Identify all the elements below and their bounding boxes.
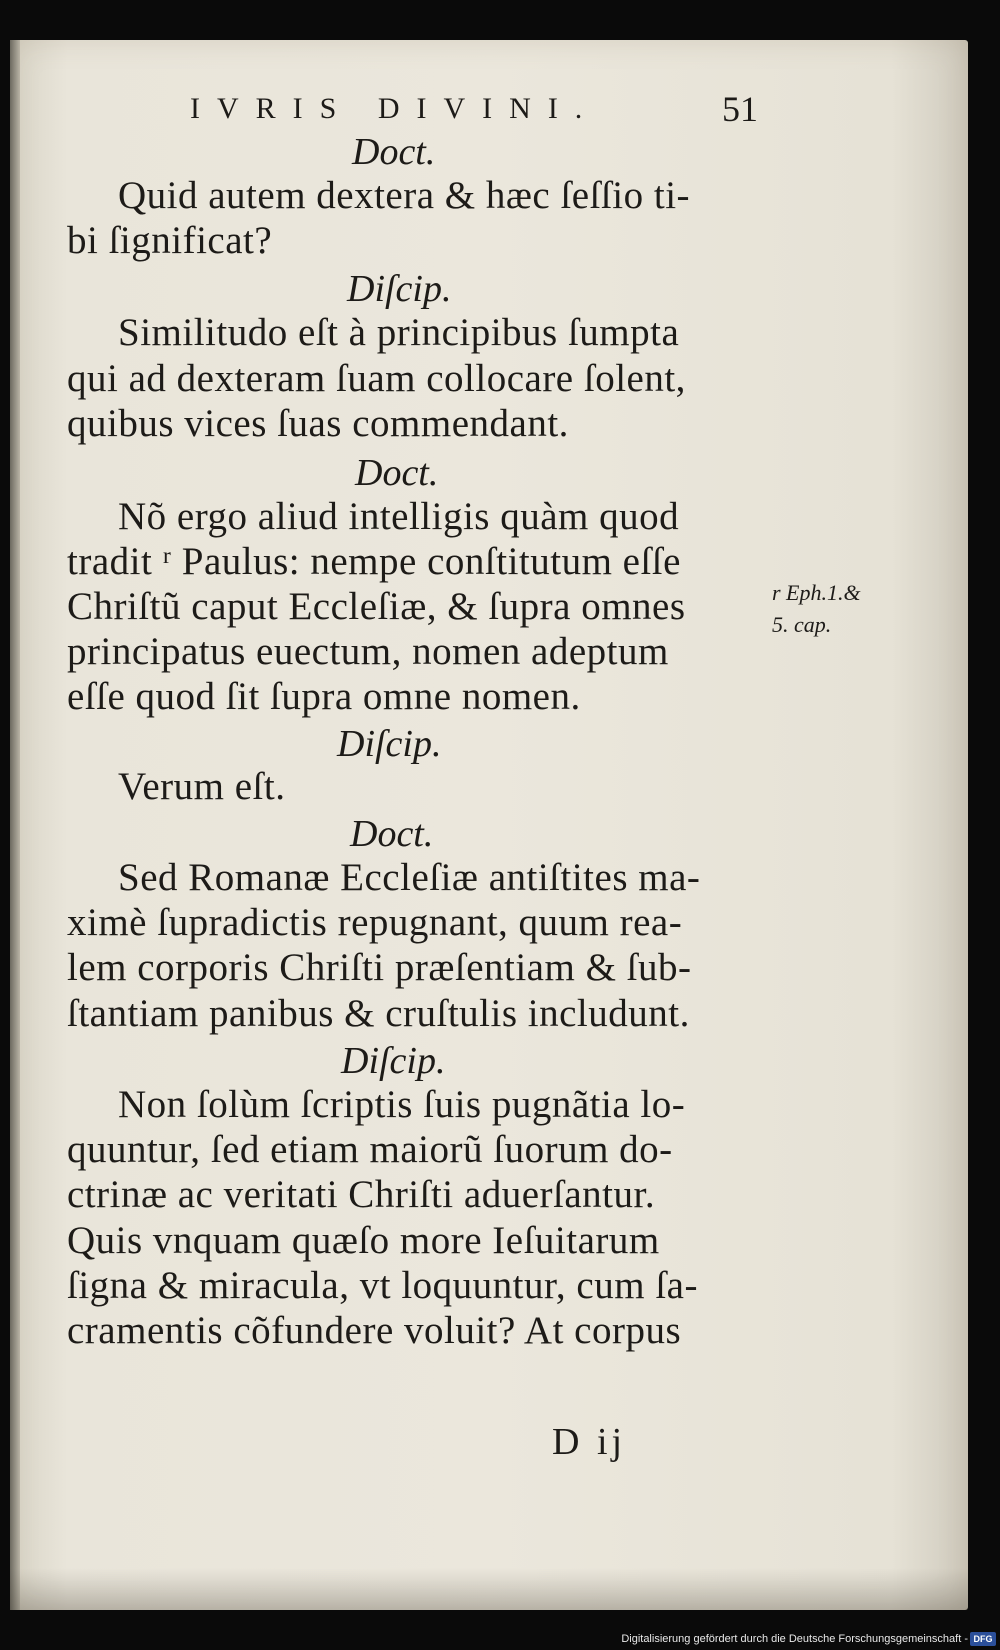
text-line: ximè ſupradictis repugnant, quum rea-: [67, 901, 683, 944]
text-line: ſigna & miracula, vt loquuntur, cum ſa-: [67, 1264, 698, 1307]
text-line: eſſe quod ſit ſupra omne nomen.: [67, 675, 581, 718]
text-line: Quid autem dextera & hæc ſeſſio ti-: [118, 174, 691, 217]
book-page: [10, 40, 968, 1610]
text-line: bi ſignificat?: [67, 219, 273, 262]
page-spine: [10, 40, 20, 1610]
margin-note-line-1: r Eph.1.&: [772, 580, 861, 605]
text-line: principatus euectum, nomen adeptum: [67, 630, 669, 673]
signature-mark: D ij: [552, 1421, 627, 1463]
margin-note-line-2: 5. cap.: [772, 612, 832, 637]
text-line: Non ſolùm ſcriptis ſuis pugnãtia lo-: [118, 1083, 686, 1126]
speaker-label: Doct.: [352, 131, 436, 173]
page-bottom-edge: [10, 1568, 968, 1610]
text-line: quibus vices ſuas commendant.: [67, 402, 569, 445]
text-line: lem corporis Chriſti præſentiam & ſub-: [67, 946, 692, 989]
speaker-label: Diſcip.: [341, 1040, 446, 1082]
speaker-label: Diſcip.: [337, 723, 442, 765]
speaker-label: Doct.: [355, 452, 439, 494]
speaker-label: Doct.: [350, 813, 434, 855]
running-title: IVRIS DIVINI.: [190, 92, 600, 125]
funding-credit: Digitalisierung gefördert durch die Deutsche Forschungsgemeinschaft -: [621, 1633, 968, 1645]
text-line: quuntur, ſed etiam maiorũ ſuorum do-: [67, 1128, 673, 1171]
text-line: Similitudo eſt à principibus ſumpta: [118, 311, 680, 354]
text-line: ſtantiam panibus & cruſtulis includunt.: [67, 992, 690, 1035]
dfg-logo: DFG: [970, 1632, 996, 1646]
text-line: Sed Romanæ Eccleſiæ antiſtites ma-: [118, 856, 701, 899]
page-number: 51: [722, 89, 758, 129]
text-line: Chriſtũ caput Eccleſiæ, & ſupra omnes: [67, 585, 686, 628]
speaker-label: Diſcip.: [347, 268, 452, 310]
text-line: Quis vnquam quæſo more Ieſuitarum: [67, 1219, 660, 1262]
text-line: Verum eſt.: [118, 765, 286, 808]
text-line: cramentis cõfundere voluit? At corpus: [67, 1309, 682, 1352]
text-line: Nõ ergo aliud intelligis quàm quod: [118, 495, 680, 538]
text-line: tradit ʳ Paulus: nempe conſtitutum eſſe: [67, 540, 681, 583]
text-line: ctrinæ ac veritati Chriſti aduerſantur.: [67, 1173, 656, 1216]
text-line: qui ad dexteram ſuam collocare ſolent,: [67, 357, 686, 400]
